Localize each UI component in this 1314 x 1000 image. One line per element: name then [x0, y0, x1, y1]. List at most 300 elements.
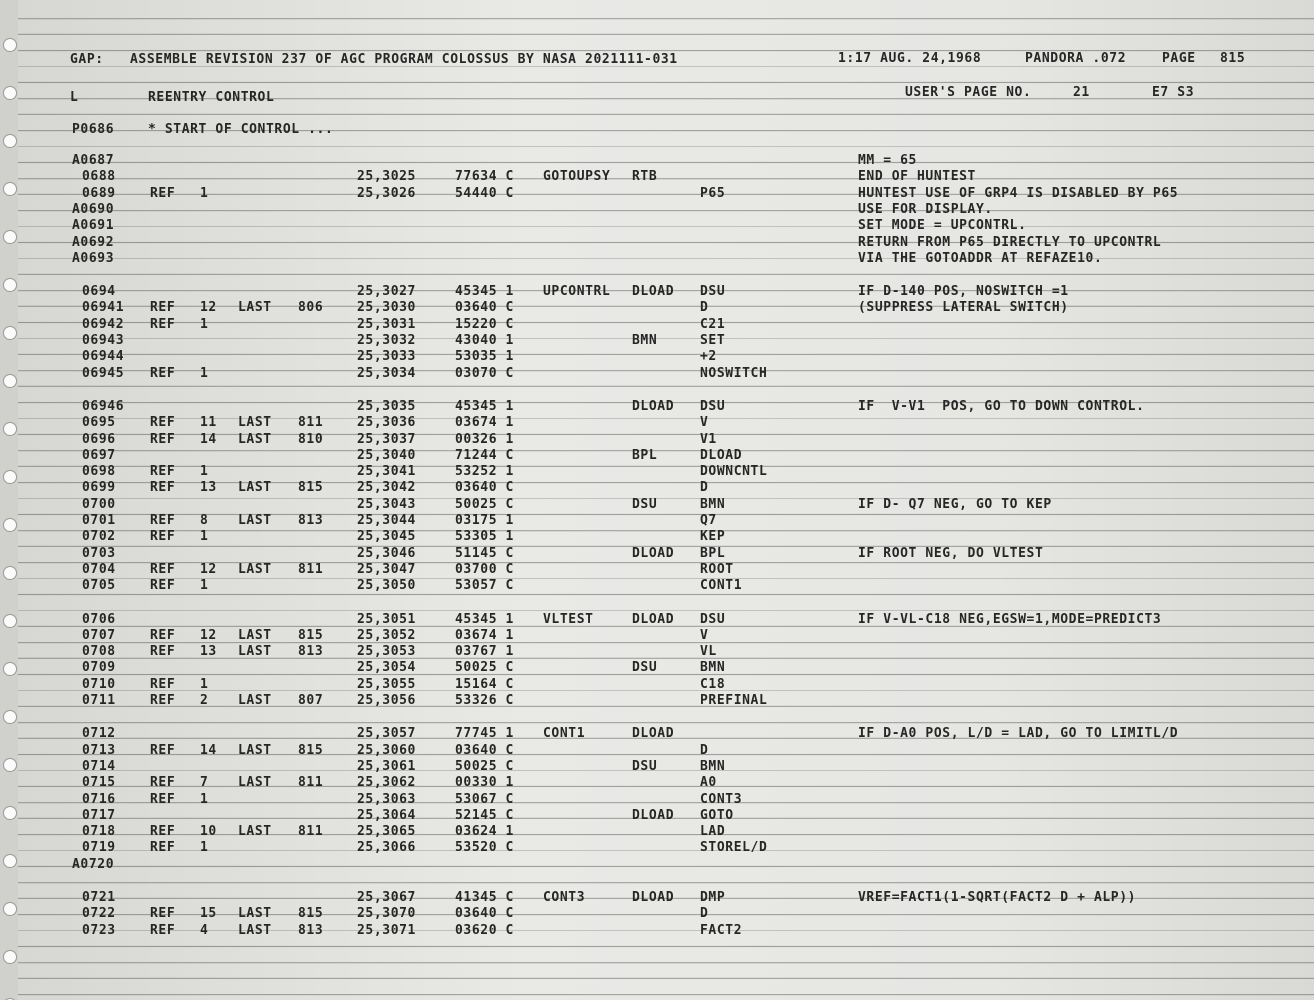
listing-line	[0, 743, 1314, 759]
line-operand: BPL	[700, 545, 726, 561]
line-comment: (SUPPRESS LATERAL SWITCH)	[858, 300, 1069, 316]
line-octal-code: 03674 1	[455, 415, 514, 431]
line-last-keyword: LAST	[238, 775, 272, 791]
listing-line	[0, 644, 1314, 660]
line-last-page: 811	[298, 824, 324, 840]
header-page-number: 815	[1220, 51, 1246, 66]
line-last-page: 815	[298, 742, 324, 758]
line-address: 25,3056	[357, 693, 416, 708]
line-address: 25,3052	[357, 627, 416, 643]
line-line-number: 0688	[82, 169, 116, 185]
listing-line	[0, 775, 1314, 791]
listing-line	[0, 808, 1314, 824]
line-opcode: RTB	[632, 169, 658, 185]
line-operand: D	[700, 300, 709, 316]
line-octal-code: 03640 C	[455, 742, 514, 758]
line-last-keyword: LAST	[238, 415, 272, 431]
line-address: 25,3046	[357, 545, 416, 561]
line-ref-keyword: REF	[150, 676, 176, 692]
line-opcode: DLOAD	[632, 807, 675, 823]
line-operand: +2	[700, 349, 717, 365]
line-octal-code: 53326 C	[455, 693, 514, 708]
line-line-number: 0711	[82, 693, 116, 708]
line-address: 25,3067	[357, 890, 416, 905]
line-ref-count: 13	[200, 644, 217, 660]
line-last-keyword: LAST	[238, 561, 272, 577]
line-line-number: 06941	[82, 300, 125, 316]
line-octal-code: 53305 1	[455, 529, 514, 545]
line-address: 25,3061	[357, 758, 416, 774]
line-ref-count: 13	[200, 480, 217, 496]
line-octal-code: 03640 C	[455, 906, 514, 922]
line-line-number: A0687	[72, 153, 115, 168]
line-octal-code: 51145 C	[455, 545, 514, 561]
line-line-number: 06945	[82, 365, 125, 381]
line-octal-code: 03767 1	[455, 644, 514, 660]
line-address: 25,3057	[357, 726, 416, 742]
line-ref-count: 12	[200, 561, 217, 577]
line-operand: DMP	[700, 890, 726, 905]
line-address: 25,3030	[357, 300, 416, 316]
line-address: 25,3037	[357, 431, 416, 447]
line-octal-code: 53035 1	[455, 349, 514, 365]
line-opcode: DLOAD	[632, 545, 675, 561]
line-last-page: 813	[298, 644, 324, 660]
line-line-number: 0700	[82, 496, 116, 512]
line-line-number: 0689	[82, 185, 116, 201]
line-octal-code: 53057 C	[455, 578, 514, 594]
line-ref-count: 1	[200, 529, 209, 545]
line-operand: PREFINAL	[700, 693, 768, 708]
line-ref-keyword: REF	[150, 922, 176, 938]
line-operand: V	[700, 627, 709, 643]
line-ref-count: 12	[200, 300, 217, 316]
listing-line	[0, 562, 1314, 578]
line-address: 25,3063	[357, 791, 416, 807]
line-octal-code: 03624 1	[455, 824, 514, 840]
listing-line	[0, 677, 1314, 693]
line-ref-keyword: REF	[150, 415, 176, 431]
line-ref-count: 4	[200, 922, 209, 938]
line-ref-keyword: REF	[150, 365, 176, 381]
line-address: 25,3050	[357, 578, 416, 594]
listing-line	[0, 726, 1314, 742]
listing-line	[0, 628, 1314, 644]
line-line-number: 0702	[82, 529, 116, 545]
line-opcode: BPL	[632, 447, 658, 463]
line-ref-keyword: REF	[150, 300, 176, 316]
line-operand: C18	[700, 676, 726, 692]
line-address: 25,3062	[357, 775, 416, 791]
line-line-number: 0721	[82, 890, 116, 905]
line-last-keyword: LAST	[238, 644, 272, 660]
users-page-label: USER'S PAGE NO.	[905, 85, 1032, 100]
line-line-number: 06944	[82, 349, 125, 365]
line-address: 25,3025	[357, 169, 416, 185]
line-opcode: DLOAD	[632, 284, 675, 300]
line-line-number: 0716	[82, 791, 116, 807]
listing-line	[0, 366, 1314, 382]
line-octal-code: 45345 1	[455, 284, 514, 300]
line-ref-keyword: REF	[150, 431, 176, 447]
line-operand: LAD	[700, 824, 726, 840]
line-operand: STOREL/D	[700, 840, 768, 856]
line-address: 25,3043	[357, 496, 416, 512]
line-last-page: 807	[298, 693, 324, 708]
line-ref-keyword: REF	[150, 464, 176, 480]
listing-line	[0, 546, 1314, 562]
line-last-page: 810	[298, 431, 324, 447]
page-tag: E7 S3	[1152, 85, 1195, 100]
line-last-keyword: LAST	[238, 627, 272, 643]
line-opcode: DLOAD	[632, 398, 675, 414]
line-line-number: 0697	[82, 447, 116, 463]
line-address: 25,3066	[357, 840, 416, 856]
line-address: 25,3035	[357, 398, 416, 414]
listing-line	[0, 153, 1314, 169]
line-operand: DLOAD	[700, 447, 743, 463]
line-ref-count: 8	[200, 513, 209, 528]
listing-line	[0, 349, 1314, 365]
line-octal-code: 77745 1	[455, 726, 514, 742]
line-address: 25,3070	[357, 906, 416, 922]
line-operand: D	[700, 906, 709, 922]
line-address: 25,3071	[357, 922, 416, 938]
line-operand: P65	[700, 185, 726, 201]
line-opcode: DLOAD	[632, 890, 675, 905]
line-last-page: 815	[298, 906, 324, 922]
line-octal-code: 15164 C	[455, 676, 514, 692]
line-octal-code: 53067 C	[455, 791, 514, 807]
line-opcode: DSU	[632, 496, 658, 512]
line-last-page: 815	[298, 627, 324, 643]
line-ref-keyword: REF	[150, 316, 176, 332]
line-address: 25,3032	[357, 333, 416, 348]
line-ref-count: 1	[200, 676, 209, 692]
header-gap-label: GAP:	[70, 52, 104, 67]
line-address: 25,3031	[357, 316, 416, 332]
header-pandora: PANDORA .072	[1025, 51, 1127, 66]
line-line-number: 0722	[82, 906, 116, 922]
line-ref-keyword: REF	[150, 480, 176, 496]
line-ref-count: 1	[200, 578, 209, 594]
line-comment: IF D-140 POS, NOSWITCH =1	[858, 284, 1069, 300]
line-octal-code: 45345 1	[455, 398, 514, 414]
listing-line	[0, 169, 1314, 185]
line-label: CONT1	[543, 726, 586, 742]
listing-line	[0, 218, 1314, 234]
line-line-number: 0710	[82, 676, 116, 692]
line-operand: DSU	[700, 611, 726, 627]
line-operand: SET	[700, 333, 726, 348]
line-ref-count: 11	[200, 415, 217, 431]
users-page-number: 21	[1073, 85, 1090, 100]
line-octal-code: 77634 C	[455, 169, 514, 185]
listing-line	[0, 513, 1314, 529]
line-last-page: 813	[298, 513, 324, 528]
line-octal-code: 43040 1	[455, 333, 514, 348]
line-comment: HUNTEST USE OF GRP4 IS DISABLED BY P65	[858, 185, 1179, 201]
line-operand: NOSWITCH	[700, 365, 768, 381]
line-ref-count: 1	[200, 464, 209, 480]
line-last-page: 806	[298, 300, 324, 316]
line-address: 25,3036	[357, 415, 416, 431]
line-operand: V	[700, 415, 709, 431]
line-ref-count: 1	[200, 791, 209, 807]
line-opcode: BMN	[632, 333, 658, 348]
listing-line	[0, 497, 1314, 513]
line-line-number: 0719	[82, 840, 116, 856]
line-address: 25,3060	[357, 742, 416, 758]
log-letter: L	[70, 90, 79, 105]
listing-line	[0, 317, 1314, 333]
listing-line	[0, 464, 1314, 480]
line-ref-keyword: REF	[150, 840, 176, 856]
line-octal-code: 03640 C	[455, 300, 514, 316]
tractor-hole	[3, 710, 17, 724]
line-ref-keyword: REF	[150, 561, 176, 577]
line-line-number: 0717	[82, 807, 116, 823]
line-ref-keyword: REF	[150, 791, 176, 807]
line-comment: IF D- Q7 NEG, GO TO KEP	[858, 496, 1052, 512]
line-octal-code: 50025 C	[455, 496, 514, 512]
line-operand: VL	[700, 644, 717, 660]
line-address: 25,3053	[357, 644, 416, 660]
line-line-number: A0720	[72, 856, 115, 872]
line-ref-keyword: REF	[150, 627, 176, 643]
line-line-number: 0723	[82, 922, 116, 938]
line-operand: V1	[700, 431, 717, 447]
line-opcode: DSU	[632, 660, 658, 676]
line-octal-code: 45345 1	[455, 611, 514, 627]
line-last-keyword: LAST	[238, 431, 272, 447]
line-octal-code: 71244 C	[455, 447, 514, 463]
line-line-number: 0695	[82, 415, 116, 431]
listing-line	[0, 857, 1314, 873]
line-comment: USE FOR DISPLAY.	[858, 201, 993, 217]
line-comment: IF D-A0 POS, L/D = LAD, GO TO LIMITL/D	[858, 726, 1179, 742]
line-line-number: 0714	[82, 758, 116, 774]
listing-line	[0, 415, 1314, 431]
line-line-number: 0701	[82, 513, 116, 528]
line-opcode: DLOAD	[632, 726, 675, 742]
line-line-number: 0703	[82, 545, 116, 561]
line-octal-code: 41345 C	[455, 890, 514, 905]
line-last-keyword: LAST	[238, 906, 272, 922]
line-octal-code: 00326 1	[455, 431, 514, 447]
line-comment: RETURN FROM P65 DIRECTLY TO UPCONTRL	[858, 234, 1162, 250]
line-operand: C21	[700, 316, 726, 332]
line-label: VLTEST	[543, 611, 594, 627]
tractor-hole	[3, 86, 17, 100]
line-line-number: 0706	[82, 611, 116, 627]
listing-line	[0, 448, 1314, 464]
line-ref-keyword: REF	[150, 693, 176, 708]
tractor-hole	[3, 134, 17, 148]
listing-line	[0, 578, 1314, 594]
line-octal-code: 03175 1	[455, 513, 514, 528]
listing-line	[0, 759, 1314, 775]
line-octal-code: 03700 C	[455, 561, 514, 577]
line-ref-keyword: REF	[150, 824, 176, 840]
line-address: 25,3041	[357, 464, 416, 480]
line-ref-keyword: REF	[150, 185, 176, 201]
line-operand: BMN	[700, 496, 726, 512]
section-title: REENTRY CONTROL	[148, 90, 275, 105]
line-line-number: 0698	[82, 464, 116, 480]
line-line-number: 06946	[82, 398, 125, 414]
line-label: CONT3	[543, 890, 586, 905]
line-opcode: DLOAD	[632, 611, 675, 627]
line-address: 25,3064	[357, 807, 416, 823]
line-comment: IF V-V1 POS, GO TO DOWN CONTROL.	[858, 398, 1145, 414]
line-operand: DOWNCNTL	[700, 464, 768, 480]
listing-line	[0, 612, 1314, 628]
line-address: 25,3051	[357, 611, 416, 627]
line-address: 25,3034	[357, 365, 416, 381]
line-operand: D	[700, 480, 709, 496]
listing-line	[0, 300, 1314, 316]
line-operand: DSU	[700, 398, 726, 414]
line-ref-count: 15	[200, 906, 217, 922]
line-operand: D	[700, 742, 709, 758]
line-comment: SET MODE = UPCONTRL.	[858, 218, 1027, 234]
line-line-number: 0704	[82, 561, 116, 577]
line-address: 25,3055	[357, 676, 416, 692]
line-octal-code: 00330 1	[455, 775, 514, 791]
line-comment: IF V-VL-C18 NEG,EGSW=1,MODE=PREDICT3	[858, 611, 1162, 627]
line-ref-keyword: REF	[150, 513, 176, 528]
line-line-number: 0708	[82, 644, 116, 660]
line-ref-count: 12	[200, 627, 217, 643]
line-octal-code: 15220 C	[455, 316, 514, 332]
line-comment: END OF HUNTEST	[858, 169, 976, 185]
line-address: 25,3026	[357, 185, 416, 201]
line-operand: CONT3	[700, 791, 743, 807]
line-ref-count: 1	[200, 840, 209, 856]
line-comment: VIA THE GOTOADDR AT REFAZE10.	[858, 250, 1103, 266]
line-label: UPCONTRL	[543, 284, 611, 300]
line-last-keyword: LAST	[238, 922, 272, 938]
line-octal-code: 03620 C	[455, 922, 514, 938]
listing-line	[0, 480, 1314, 496]
line-ref-count: 1	[200, 365, 209, 381]
line-comment: VREF=FACT1(1-SQRT(FACT2 D + ALP))	[858, 890, 1137, 905]
listing-line	[0, 693, 1314, 709]
line-octal-code: 50025 C	[455, 660, 514, 676]
listing-line	[0, 186, 1314, 202]
line-last-page: 813	[298, 922, 324, 938]
line-address: 25,3065	[357, 824, 416, 840]
line-line-number: 0712	[82, 726, 116, 742]
line-line-number: 0718	[82, 824, 116, 840]
listing-line	[0, 923, 1314, 939]
line-address: 25,3042	[357, 480, 416, 496]
line-octal-code: 03070 C	[455, 365, 514, 381]
header-page-label: PAGE	[1162, 51, 1196, 66]
listing-line	[0, 432, 1314, 448]
start-control-comment: * START OF CONTROL ...	[148, 122, 334, 137]
line-address: 25,3054	[357, 660, 416, 676]
line-address: 25,3047	[357, 561, 416, 577]
line-line-number: A0690	[72, 201, 115, 217]
line-address: 25,3040	[357, 447, 416, 463]
line-comment: IF ROOT NEG, DO VLTEST	[858, 545, 1044, 561]
line-line-number: A0693	[72, 250, 115, 266]
line-last-page: 811	[298, 775, 324, 791]
line-line-number: 0694	[82, 284, 116, 300]
line-ref-keyword: REF	[150, 644, 176, 660]
line-last-page: 811	[298, 415, 324, 431]
line-address: 25,3044	[357, 513, 416, 528]
line-ref-count: 2	[200, 693, 209, 708]
line-octal-code: 54440 C	[455, 185, 514, 201]
listing-line	[0, 235, 1314, 251]
line-ref-count: 14	[200, 431, 217, 447]
line-octal-code: 52145 C	[455, 807, 514, 823]
line-line-number: A0692	[72, 234, 115, 250]
header-timestamp: 1:17 AUG. 24,1968	[838, 51, 982, 66]
listing-line	[0, 890, 1314, 906]
line-operand: A0	[700, 775, 717, 791]
header-assemble-title: ASSEMBLE REVISION 237 OF AGC PROGRAM COLOSSUS BY NASA 2021111-031	[130, 52, 678, 67]
line-operand: ROOT	[700, 561, 734, 577]
line-line-number: 06943	[82, 333, 125, 348]
line-line-number: 0707	[82, 627, 116, 643]
line-last-keyword: LAST	[238, 824, 272, 840]
line-ref-count: 10	[200, 824, 217, 840]
listing-line	[0, 906, 1314, 922]
line-octal-code: 50025 C	[455, 758, 514, 774]
line-label: GOTOUPSY	[543, 169, 611, 185]
line-line-number: 06942	[82, 316, 125, 332]
listing-line	[0, 202, 1314, 218]
line-ref-keyword: REF	[150, 775, 176, 791]
line-ref-keyword: REF	[150, 906, 176, 922]
line-line-number: 0696	[82, 431, 116, 447]
line-last-keyword: LAST	[238, 480, 272, 496]
line-last-keyword: LAST	[238, 693, 272, 708]
line-last-keyword: LAST	[238, 742, 272, 758]
listing-line	[0, 824, 1314, 840]
line-line-number: 0699	[82, 480, 116, 496]
listing-line	[0, 251, 1314, 267]
line-comment: MM = 65	[858, 153, 917, 168]
listing-line	[0, 399, 1314, 415]
line-last-page: 811	[298, 561, 324, 577]
line-operand: Q7	[700, 513, 717, 528]
line-operand: CONT1	[700, 578, 743, 594]
listing-line	[0, 284, 1314, 300]
tractor-hole	[3, 950, 17, 964]
line-operand: GOTO	[700, 807, 734, 823]
line-address: 25,3045	[357, 529, 416, 545]
line-line-number: 0713	[82, 742, 116, 758]
listing-line	[0, 840, 1314, 856]
start-control-line-number: P0686	[72, 122, 115, 137]
line-ref-count: 1	[200, 316, 209, 332]
tractor-hole	[3, 38, 17, 52]
line-line-number: 0715	[82, 775, 116, 791]
line-line-number: 0709	[82, 660, 116, 676]
listing-line	[0, 333, 1314, 349]
line-octal-code: 53520 C	[455, 840, 514, 856]
line-address: 25,3033	[357, 349, 416, 365]
line-last-page: 815	[298, 480, 324, 496]
line-last-keyword: LAST	[238, 513, 272, 528]
line-ref-keyword: REF	[150, 578, 176, 594]
line-operand: DSU	[700, 284, 726, 300]
